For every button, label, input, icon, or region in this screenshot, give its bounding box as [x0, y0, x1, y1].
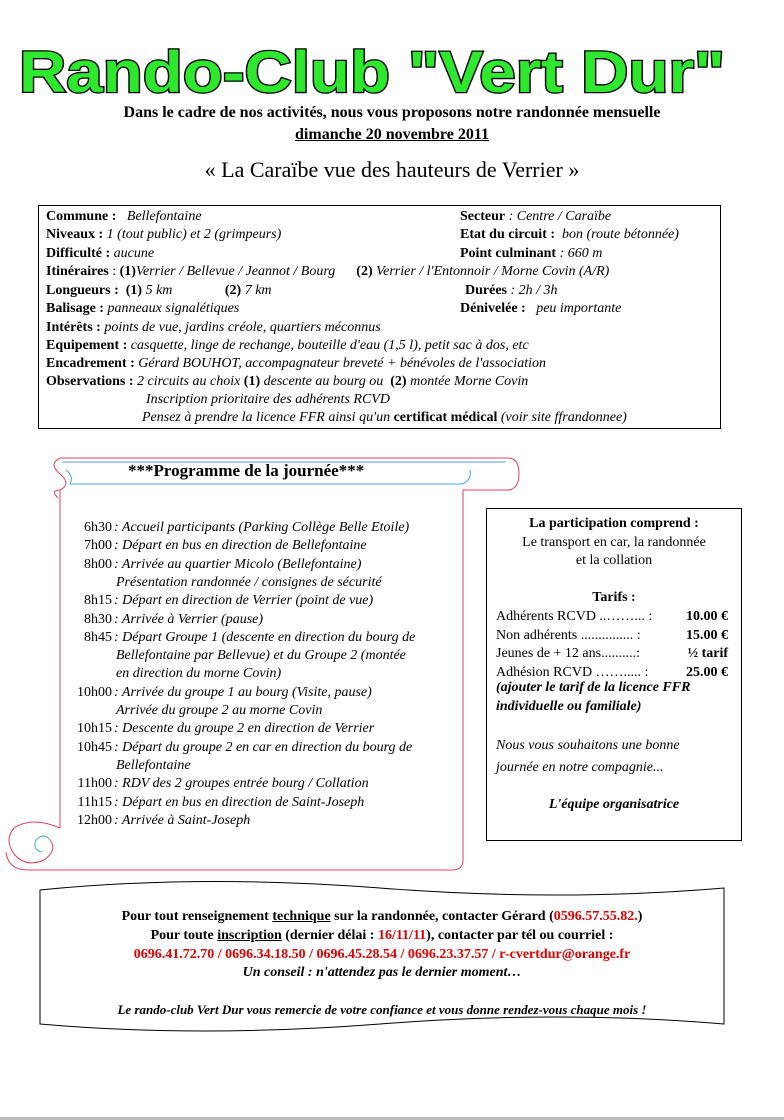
tarif-note-line2: individuelle ou familiale) — [496, 699, 642, 714]
event-date: dimanche 20 novembre 2011 — [295, 126, 489, 143]
observations-line2: Inscription prioritaire des adhérents RCVD — [146, 392, 390, 407]
encadrement-row: Encadrement : Gérard BOUHOT, accompagnateur breveté + bénévoles de l'association — [46, 356, 547, 371]
programme-text: : Arrivée du groupe 1 au bourg (Visite, pause) — [114, 684, 372, 700]
programme-item — [64, 592, 373, 610]
programme-item — [64, 757, 191, 775]
programme-time: 10h00 — [77, 684, 112, 700]
commune-row: Commune : Bellefontaine — [46, 209, 202, 224]
programme-item — [64, 611, 263, 629]
programme-item — [64, 812, 250, 830]
contact-line1: Pour tout renseignement technique sur la randonnée, contacter Gérard (0596.57.55.82.) — [121, 909, 643, 924]
longueurs-row: Longueurs : (1) 5 km (2) 7 km — [46, 283, 272, 298]
programme-item — [64, 665, 281, 683]
programme-text: Bellefontaine — [116, 757, 191, 773]
observations-row: Observations : 2 circuits au choix (1) descente au bourg ou (2) montée Morne Covin — [46, 374, 529, 389]
hike-title: « La Caraïbe vue des hauteurs de Verrier » — [204, 157, 580, 182]
programme-item — [64, 629, 415, 647]
programme-text: Présentation randonnée / consignes de sécurité — [116, 574, 382, 590]
observations-line3: Pensez à prendre la licence FFR ainsi qu'un certificat médical (voir site ffrandonnee) — [142, 410, 627, 425]
programme-time: 7h00 — [84, 538, 112, 554]
secteur-row: Secteur : Centre / Caraïbe — [460, 209, 612, 224]
participation-line1: Le transport en car, la randonnée — [522, 535, 706, 550]
programme-text: : Arrivée au quartier Micolo (Bellefontaine) — [114, 556, 362, 572]
intro-line: Dans le cadre de nos activités, nous vous proposons notre randonnée mensuelle — [123, 104, 661, 121]
info-box — [38, 205, 721, 429]
programme-item — [64, 720, 374, 738]
etat-row: Etat du circuit : bon (route bétonnée) — [460, 227, 679, 242]
culminant-row: Point culminant : 660 m — [460, 246, 603, 261]
programme-text: : Départ en direction de Verrier (point de vue) — [114, 593, 374, 609]
programme-time: 6h30 — [84, 520, 112, 535]
programme-text: : Accueil participants (Parking Collège Belle Etoile) — [114, 520, 410, 535]
programme-text: en direction du morne Covin) — [116, 666, 282, 682]
participation-box — [486, 508, 742, 841]
programme-text: : Départ Groupe 1 (descente en direction du bourg de — [114, 629, 416, 645]
club-title-text: Rando-Club "Vert Dur" — [19, 40, 725, 105]
programme-item — [64, 519, 409, 537]
programme-item — [64, 647, 406, 665]
tarif-price: ½ tarif — [687, 646, 728, 661]
thanks-line: Le rando-club Vert Dur vous remercie de votre confiance et vous donne rendez-vous chaque mois ! — [117, 1002, 647, 1017]
programme-item — [64, 775, 369, 793]
programme-item — [64, 794, 364, 812]
programme-time: 8h00 — [84, 556, 112, 572]
programme-item — [64, 556, 361, 574]
wish-line2: journée en notre compagnie... — [496, 760, 664, 775]
programme-time: 11h00 — [77, 776, 112, 792]
contact-line2: Pour toute inscription (dernier délai : 16/11/11), contacter par tél ou courriel : — [150, 928, 614, 943]
tarif-price: 15.00 € — [686, 627, 728, 643]
tarif-note-line1: (ajouter le tarif de la licence FFR — [496, 680, 691, 695]
programme-time: 11h15 — [77, 794, 112, 810]
tarif-row — [496, 645, 728, 663]
programme-item — [64, 574, 382, 592]
programme-item — [64, 739, 412, 757]
programme-text: : Départ du groupe 2 en car en direction du bourg de — [114, 739, 413, 755]
programme-title: ***Programme de la journée*** — [128, 461, 365, 480]
organiser-signature: L'équipe organisatrice — [548, 797, 680, 812]
programme-text: : Départ en bus en direction de Saint-Joseph — [114, 794, 365, 810]
itineraires-row: Itinéraires : (1)Verrier / Bellevue / Jeannot / Bourg (2) Verrier / l'Entonnoir / Morne Covin (A/R) — [46, 264, 610, 279]
balisage-row: Balisage : panneaux signalétiques — [46, 301, 240, 316]
tarif-row — [496, 608, 728, 626]
equipement-row: Equipement : casquette, linge de rechange, bouteille d'eau (1,5 l), petit sac à dos, etc — [46, 338, 529, 353]
programme-time: 8h15 — [84, 593, 112, 609]
durees-row: Durées : 2h / 3h — [465, 283, 558, 298]
niveaux-row: Niveaux : 1 (tout public) et 2 (grimpeurs) — [46, 227, 282, 242]
contact-advice: Un conseil : n'attendez pas le dernier moment… — [242, 965, 522, 980]
tarifs-title: Tarifs : — [592, 590, 636, 605]
wish-line1: Nous vous souhaitons une bonne — [496, 738, 680, 753]
tarif-price: 25.00 € — [686, 664, 728, 680]
programme-item — [64, 702, 322, 720]
contact-phones: 0696.41.72.70 / 0696.34.18.50 / 0696.45.28.54 / 0696.23.37.57 / r-cvertdur@orange.fr — [133, 947, 631, 962]
programme-time: 10h15 — [77, 721, 112, 737]
programme-text: : Départ en bus en direction de Bellefontaine — [114, 538, 367, 554]
difficulte-row: Difficulté : aucune — [46, 246, 155, 261]
tarif-label: Adhésion RCVD ……..... : — [496, 664, 649, 680]
denivelee-row: Dénivelée : peu importante — [460, 301, 622, 316]
interets-row: Intérêts : points de vue, jardins créole, quartiers méconnus — [46, 320, 381, 335]
programme-item — [64, 684, 372, 702]
club-title — [0, 30, 784, 115]
participation-title: La participation comprend : — [529, 516, 699, 531]
programme-item — [64, 537, 367, 555]
programme-text: Arrivée du groupe 2 au morne Covin — [116, 703, 323, 718]
programme-text: Bellefontaine par Bellevue) et du Groupe 2 (montée — [116, 648, 406, 664]
programme-time: 8h45 — [84, 629, 112, 645]
tarif-label: Jeunes de + 12 ans..........: — [496, 646, 640, 661]
programme-text: : RDV des 2 groupes entrée bourg / Collation — [114, 776, 369, 792]
programme-text: : Arrivée à Verrier (pause) — [114, 611, 264, 627]
tarif-row — [496, 627, 728, 645]
programme-text: : Arrivée à Saint-Joseph — [114, 812, 251, 828]
programme-text: : Descente du groupe 2 en direction de Verrier — [114, 721, 375, 737]
tarif-label: Adhérents RCVD ..……... : — [496, 609, 653, 624]
programme-time: 10h45 — [77, 739, 112, 755]
participation-line2: et la collation — [575, 553, 653, 568]
programme-time: 12h00 — [77, 812, 112, 828]
tarif-label: Non adhérents ............... : — [496, 627, 641, 643]
tarif-price: 10.00 € — [686, 609, 728, 624]
programme-time: 8h30 — [84, 611, 112, 627]
